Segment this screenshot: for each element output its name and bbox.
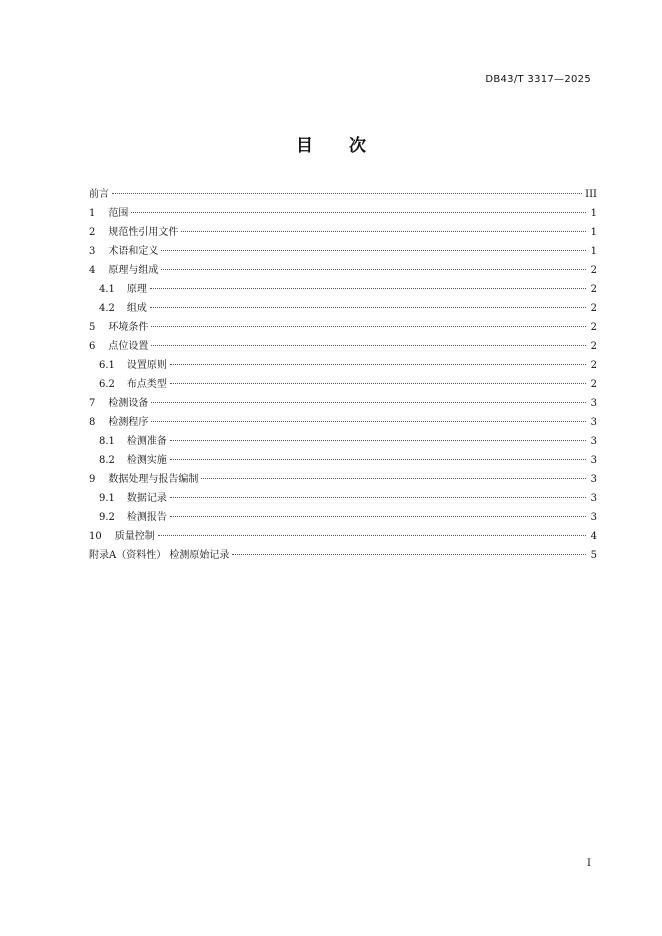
toc-entry-page: 5: [590, 550, 597, 561]
dot-leader: [150, 307, 586, 308]
toc-entry-page: 3: [590, 398, 597, 409]
toc-entry-number: 2: [89, 227, 96, 238]
dot-leader: [170, 516, 586, 517]
toc-entry-page: 2: [590, 322, 597, 333]
toc-entry-page: 3: [590, 417, 597, 428]
toc-entry-label: 数据记录: [126, 493, 167, 504]
toc-entry-label: 术语和定义: [108, 246, 159, 257]
toc-entry-number: 10: [89, 531, 102, 542]
toc-entry-page: 2: [590, 379, 597, 390]
dot-leader: [151, 402, 586, 403]
toc-entry-page: 1: [590, 208, 597, 219]
toc-entry-number: 6: [89, 341, 96, 352]
toc-entry-number: 6.2: [99, 379, 115, 390]
toc-entry-label: 原理: [126, 284, 147, 295]
dot-leader: [201, 478, 586, 479]
dot-leader: [170, 459, 586, 460]
toc-entry[interactable]: [89, 508, 597, 527]
toc-entry[interactable]: [89, 337, 597, 356]
toc-entry-number: 9: [89, 474, 96, 485]
toc-entry-label: 规范性引用文件: [108, 227, 179, 238]
dot-leader: [151, 326, 586, 327]
toc-entry-label: 附录A（资料性） 检测原始记录: [89, 550, 230, 561]
toc-entry[interactable]: [89, 394, 597, 413]
toc-entry-page: 2: [590, 341, 597, 352]
toc-entry[interactable]: [89, 489, 597, 508]
toc-entry-label: 前言: [89, 189, 109, 200]
toc-entry-label: 检测报告: [126, 512, 167, 523]
dot-leader: [170, 440, 586, 441]
toc-entry-page: 2: [590, 284, 597, 295]
toc-entry[interactable]: [89, 470, 597, 489]
toc-entry-number: 8.2: [99, 455, 115, 466]
toc-entry-page: 3: [590, 512, 597, 523]
page-title: 目次: [296, 136, 402, 156]
toc-entry-label: 数据处理与报告编制: [108, 474, 199, 485]
toc-entry-number: 9.2: [99, 512, 115, 523]
dot-leader: [170, 497, 586, 498]
dot-leader: [161, 269, 586, 270]
toc-entry-number: 1: [89, 208, 96, 219]
toc-entry[interactable]: [89, 413, 597, 432]
toc-entry[interactable]: [89, 356, 597, 375]
toc-entry-label: 布点类型: [126, 379, 167, 390]
toc-entry-number: 6.1: [99, 360, 115, 371]
toc-entry-label: 检测程序: [108, 417, 149, 428]
dot-leader: [170, 364, 586, 365]
toc-entry-page: 3: [590, 474, 597, 485]
dot-leader: [150, 288, 586, 289]
toc-entry-number: 4.2: [99, 303, 115, 314]
toc-entry[interactable]: [89, 451, 597, 470]
toc-entry-page: 3: [590, 493, 597, 504]
toc-entry-label: 环境条件: [108, 322, 149, 333]
toc-entry[interactable]: [89, 204, 597, 223]
toc-entry-number: 3: [89, 246, 96, 257]
dot-leader: [112, 193, 582, 194]
toc-entry-label: 点位设置: [108, 341, 149, 352]
dot-leader: [181, 231, 586, 232]
toc-entry[interactable]: [89, 280, 597, 299]
toc-entry-number: 4: [89, 265, 96, 276]
toc-entry-label: 质量控制: [114, 531, 155, 542]
dot-leader: [161, 250, 586, 251]
toc-entry-page: 1: [590, 246, 597, 257]
toc-entry-label: 检测设备: [108, 398, 149, 409]
dot-leader: [158, 535, 586, 536]
toc-entry-label: 检测实施: [126, 455, 167, 466]
toc-entry-number: 4.1: [99, 284, 115, 295]
toc-entry-number: 7: [89, 398, 96, 409]
toc-entry[interactable]: [89, 299, 597, 318]
toc-entry-label: 原理与组成: [108, 265, 159, 276]
toc-entry-number: 9.1: [99, 493, 115, 504]
dot-leader: [170, 383, 586, 384]
toc-entry[interactable]: [89, 527, 597, 546]
toc-entry[interactable]: [89, 261, 597, 280]
toc-entry-page: 4: [590, 531, 597, 542]
toc-entry-number: 8.1: [99, 436, 115, 447]
toc-entry-page: III: [585, 189, 597, 200]
table-of-contents: [89, 185, 597, 565]
toc-entry[interactable]: [89, 242, 597, 261]
dot-leader: [131, 212, 586, 213]
toc-entry[interactable]: [89, 318, 597, 337]
toc-entry-page: 2: [590, 360, 597, 371]
toc-entry-number: 5: [89, 322, 96, 333]
toc-entry-page: 2: [590, 265, 597, 276]
dot-leader: [232, 554, 586, 555]
toc-entry[interactable]: [89, 432, 597, 451]
toc-entry-page: 2: [590, 303, 597, 314]
toc-entry-label: 检测准备: [126, 436, 167, 447]
toc-entry-page: 3: [590, 455, 597, 466]
toc-entry-number: 8: [89, 417, 96, 428]
toc-entry[interactable]: [89, 546, 597, 565]
dot-leader: [151, 345, 586, 346]
toc-entry[interactable]: [89, 223, 597, 242]
toc-entry-label: 设置原则: [126, 360, 167, 371]
dot-leader: [151, 421, 586, 422]
toc-entry-page: 3: [590, 436, 597, 447]
page-number: I: [587, 858, 591, 869]
document-code: DB43/T 3317—2025: [485, 74, 591, 85]
toc-entry[interactable]: [89, 185, 597, 204]
toc-entry-label: 范围: [108, 208, 129, 219]
toc-entry-page: 1: [590, 227, 597, 238]
toc-entry[interactable]: [89, 375, 597, 394]
toc-entry-label: 组成: [126, 303, 147, 314]
